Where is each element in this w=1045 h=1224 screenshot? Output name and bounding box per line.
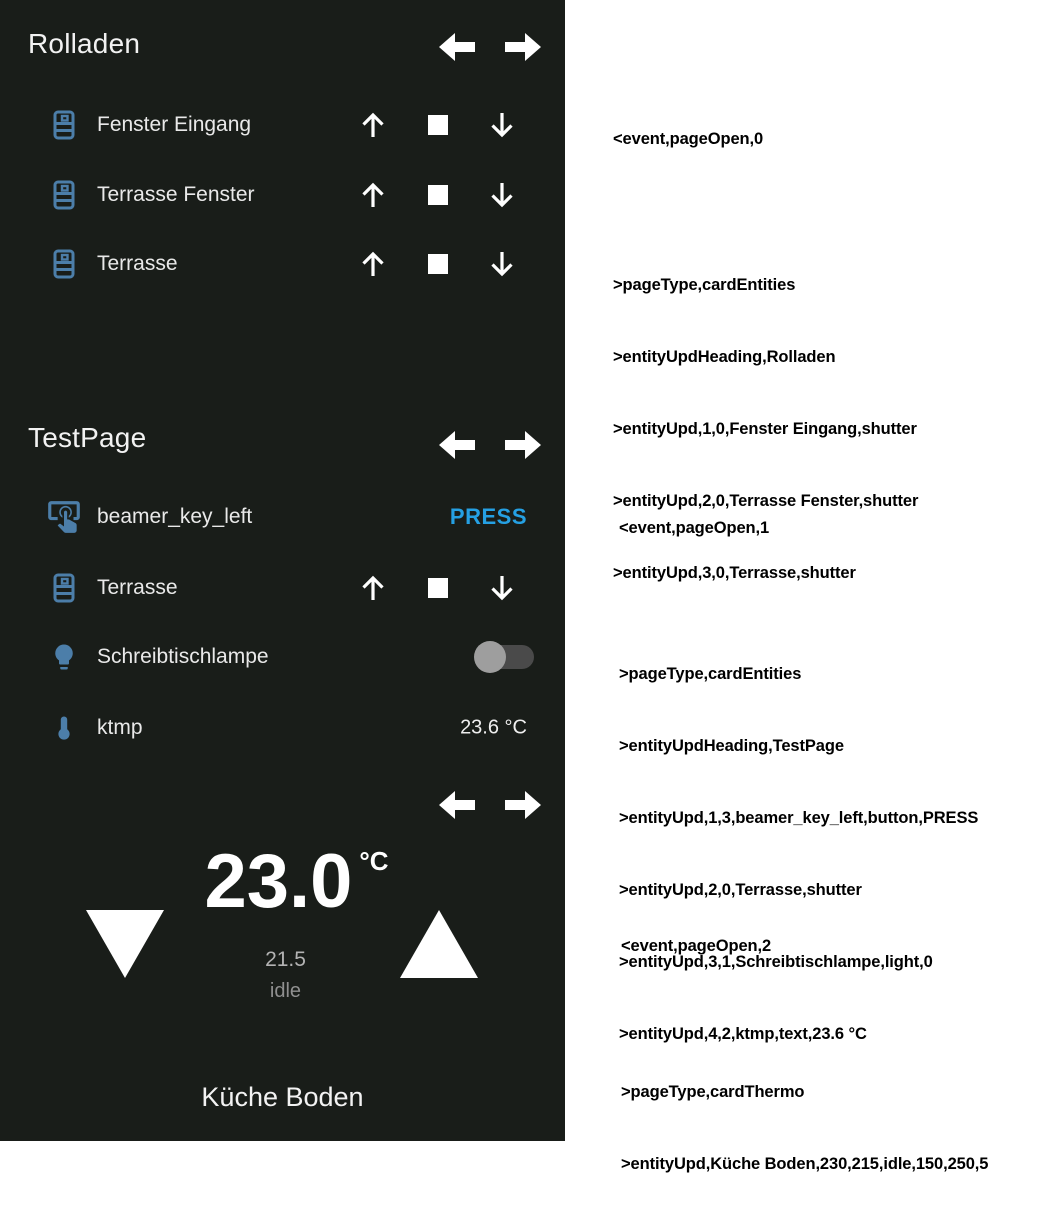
page-title: Rolladen xyxy=(28,28,141,59)
shutter-stop-button[interactable] xyxy=(426,185,450,205)
entity-row xyxy=(0,700,565,756)
nav-next-button[interactable] xyxy=(503,30,543,64)
arrow-right-icon xyxy=(503,30,543,64)
entity-label: beamer_key_left xyxy=(97,505,253,528)
nav-prev-button[interactable] xyxy=(437,788,477,822)
entity-label: Schreibtischlampe xyxy=(97,645,269,668)
nav-prev-button[interactable] xyxy=(437,30,477,64)
shutter-up-button[interactable] xyxy=(357,249,389,279)
log-block-page2 xyxy=(621,886,988,1224)
target-temperature: 21.5 xyxy=(265,948,306,971)
stop-icon xyxy=(428,578,448,598)
card-nav xyxy=(437,788,543,822)
shutter-stop-button[interactable] xyxy=(426,578,450,598)
press-button[interactable]: PRESS xyxy=(449,504,527,529)
entity-row xyxy=(0,236,565,292)
arrow-up-icon xyxy=(359,110,387,140)
entity-label: Fenster Eingang xyxy=(97,113,252,136)
shutter-down-button[interactable] xyxy=(486,249,518,279)
shutter-down-button[interactable] xyxy=(486,180,518,210)
log-line: >entityUpd,3,1,Schreibtischlampe,light,0 xyxy=(619,953,933,971)
log-gap xyxy=(613,199,918,225)
shutter-up-button[interactable] xyxy=(357,180,389,210)
entity-row xyxy=(0,560,565,616)
log-line: >pageType,cardThermo xyxy=(621,1083,805,1101)
entity-row xyxy=(0,489,565,545)
temperature-value: 23.6 °C xyxy=(460,716,527,739)
arrow-down-icon xyxy=(488,573,516,603)
thermometer-icon xyxy=(45,715,83,741)
entity-label: Terrasse xyxy=(97,252,178,275)
window-shutter-icon xyxy=(45,249,83,279)
stop-icon xyxy=(428,115,448,135)
log-line: <event,pageOpen,0 xyxy=(613,130,764,148)
card-rolladen xyxy=(0,0,565,410)
shutter-down-button[interactable] xyxy=(486,573,518,603)
window-shutter-icon xyxy=(45,110,83,140)
window-shutter-icon xyxy=(45,180,83,210)
entity-label: ktmp xyxy=(97,716,143,739)
nav-next-button[interactable] xyxy=(503,788,543,822)
arrow-left-icon xyxy=(437,30,477,64)
entity-label: Terrasse Fenster xyxy=(97,183,255,206)
log-line: >entityUpd,Küche Boden,230,215,idle,150,250,5 xyxy=(621,1155,989,1173)
log-gap xyxy=(619,588,978,614)
toggle-knob xyxy=(474,641,506,673)
log-line: >entityUpdHeading,Rolladen xyxy=(613,348,836,366)
shutter-up-button[interactable] xyxy=(357,110,389,140)
current-temperature-value: 23.0 xyxy=(204,839,353,924)
light-toggle[interactable] xyxy=(478,645,534,669)
stop-icon xyxy=(428,254,448,274)
entity-row xyxy=(0,97,565,153)
thermostat-title: Küche Boden xyxy=(201,1082,364,1112)
arrow-left-icon xyxy=(437,788,477,822)
log-line: <event,pageOpen,1 xyxy=(619,519,770,537)
log-line: >entityUpd,4,2,ktmp,text,23.6 °C xyxy=(619,1025,867,1043)
hvac-state: idle xyxy=(269,980,302,1002)
arrow-down-icon xyxy=(488,110,516,140)
card-testpage xyxy=(0,410,565,770)
log-line: >entityUpd,2,0,Terrasse Fenster,shutter xyxy=(613,492,919,510)
log-line: >entityUpd,1,3,beamer_key_left,button,PRESS xyxy=(619,809,979,827)
temperature-unit: °C xyxy=(359,846,389,876)
lightbulb-icon xyxy=(45,642,83,672)
arrow-up-icon xyxy=(359,180,387,210)
log-gap xyxy=(621,1006,988,1032)
arrow-right-icon xyxy=(503,788,543,822)
arrow-up-icon xyxy=(359,249,387,279)
page-title: TestPage xyxy=(28,422,147,453)
entity-row xyxy=(0,167,565,223)
card-nav xyxy=(437,428,543,462)
log-line: >entityUpd,1,0,Fenster Eingang,shutter xyxy=(613,420,917,438)
arrow-up-icon xyxy=(359,573,387,603)
entity-row xyxy=(0,629,565,685)
log-line: >pageType,cardEntities xyxy=(619,665,802,683)
shutter-stop-button[interactable] xyxy=(426,115,450,135)
nav-next-button[interactable] xyxy=(503,428,543,462)
shutter-down-button[interactable] xyxy=(486,110,518,140)
arrow-left-icon xyxy=(437,428,477,462)
log-line: >entityUpd,2,0,Terrasse,shutter xyxy=(619,881,862,899)
window-shutter-icon xyxy=(45,573,83,603)
arrow-down-icon xyxy=(488,180,516,210)
log-line: >entityUpdHeading,TestPage xyxy=(619,737,844,755)
entity-label: Terrasse xyxy=(97,576,178,599)
nav-prev-button[interactable] xyxy=(437,428,477,462)
log-line: >entityUpd,3,0,Terrasse,shutter xyxy=(613,564,856,582)
arrow-down-icon xyxy=(488,249,516,279)
stop-icon xyxy=(428,185,448,205)
arrow-right-icon xyxy=(503,428,543,462)
shutter-stop-button[interactable] xyxy=(426,254,450,274)
gesture-tap-button-icon xyxy=(45,498,83,536)
log-line: >pageType,cardEntities xyxy=(613,276,796,294)
card-nav xyxy=(437,30,543,64)
shutter-up-button[interactable] xyxy=(357,573,389,603)
log-line: <event,pageOpen,2 xyxy=(621,937,772,955)
current-temperature xyxy=(14,839,579,924)
